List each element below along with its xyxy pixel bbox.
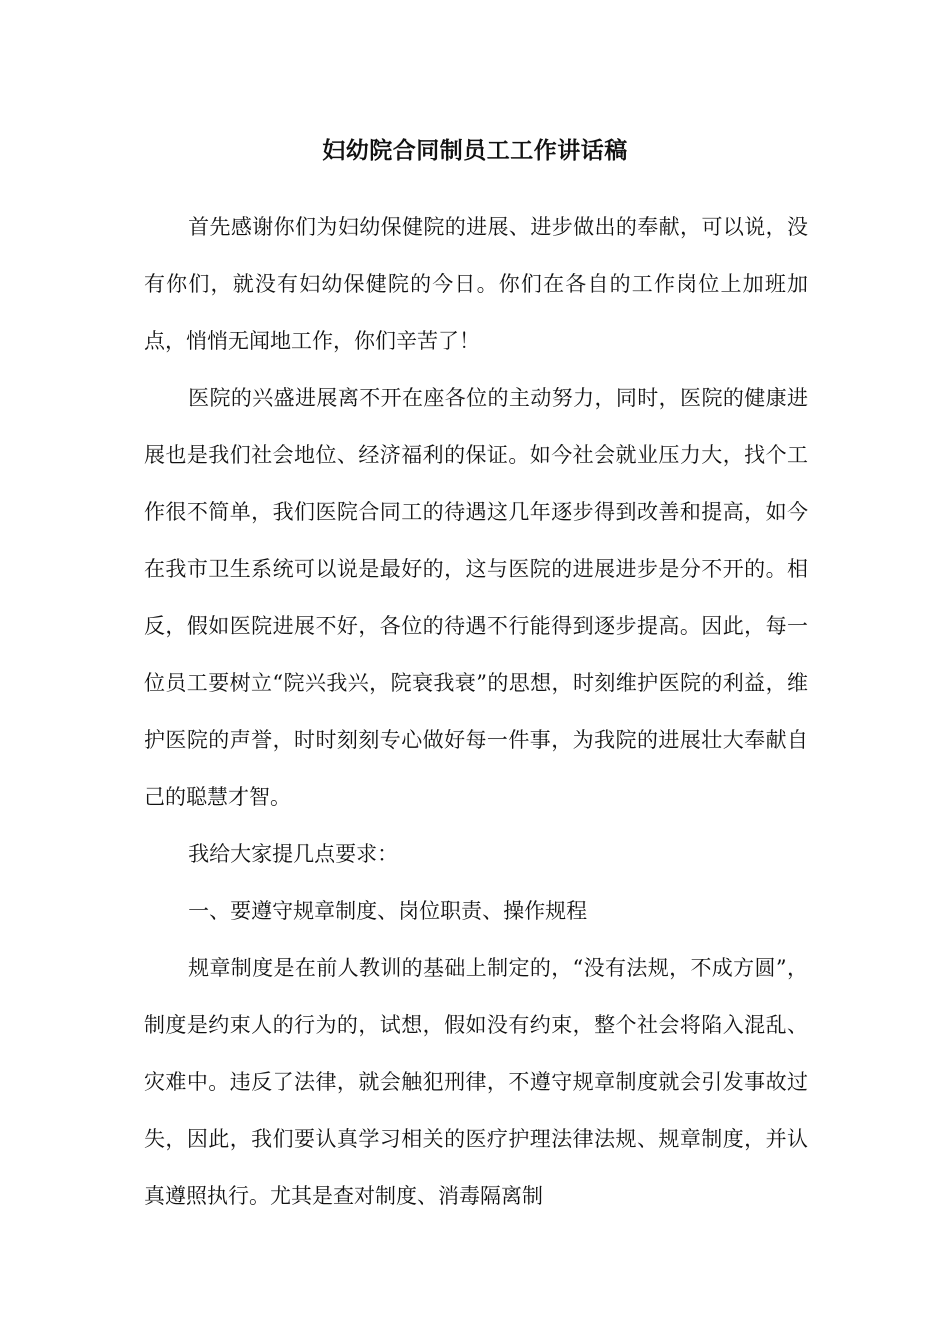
document-title: 妇幼院合同制员工工作讲话稿 <box>322 137 628 164</box>
section-heading-rules: 一、要遵守规章制度、岗位职责、操作规程 <box>188 899 588 923</box>
paragraph-requirements-intro: 我给大家提几点要求： <box>188 842 399 866</box>
paragraph-hospital-development: 医院的兴盛进展离不开在座各位的主动努力，同时，医院的健康进展也是我们社会地位、经济福利的保证。如今社会就业压力大，找个工作很不简单，我们医院合同工的待遇这几年逐步得到改善和提高，如今在我市卫生系统可以说是最好的，这与医院的进展进步是分不开的。相反，假如医院进展不好，各位的待遇不行能得到逐步提高。因此，每一位员工要树立“院兴我兴，院衰我衰”的思想，时刻维护医院的利益，维护医院的声誉，时时刻刻专心做好每一件事，为我院的进展壮大奉献自己的聪慧才智。 <box>144 386 808 809</box>
paragraph-thanks: 首先感谢你们为妇幼保健院的进展、进步做出的奉献，可以说，没有你们，就没有妇幼保健院的今日。你们在各自的工作岗位上加班加点，悄悄无闻地工作，你们辛苦了！ <box>144 215 808 353</box>
paragraph-rules-detail: 规章制度是在前人教训的基础上制定的，“没有法规，不成方圆”，制度是约束人的行为的，试想，假如没有约束，整个社会将陷入混乱、灾难中。违反了法律，就会触犯刑律，不遵守规章制度就会引发事故过失，因此，我们要认真学习相关的医疗护理法律法规、规章制度，并认真遵照执行。尤其是查对制度、消毒隔离制 <box>144 956 808 1208</box>
document-body <box>144 199 808 1225</box>
